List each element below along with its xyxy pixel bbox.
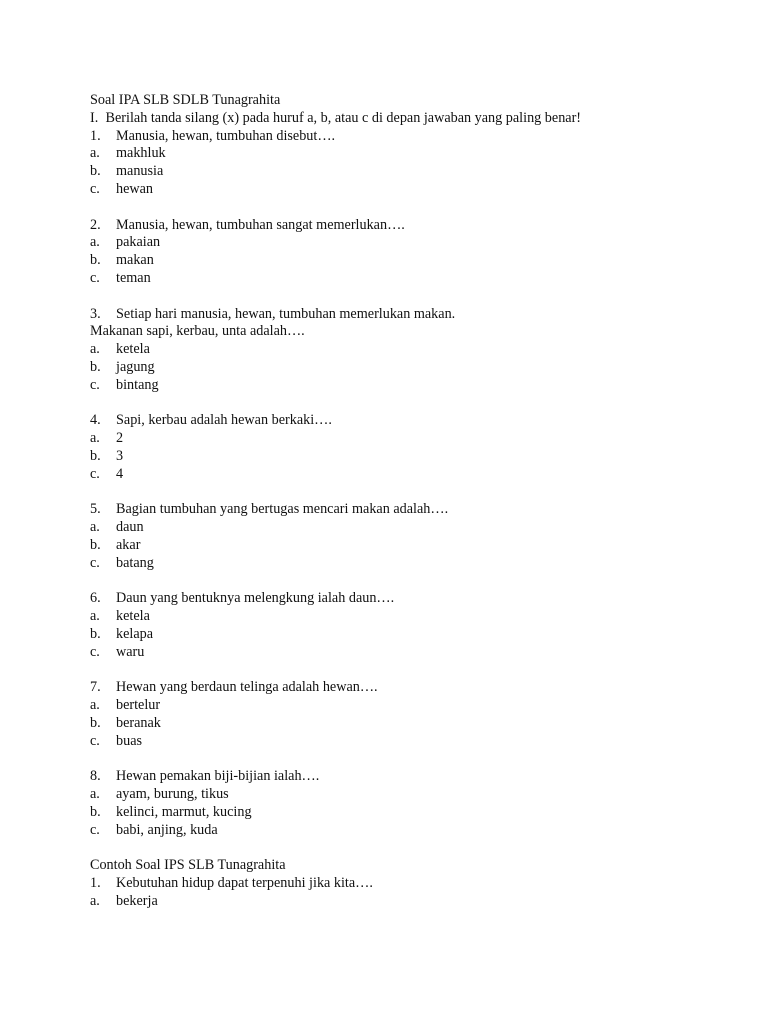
question-number: 3. (90, 305, 101, 322)
option-letter: b. (90, 252, 101, 269)
question-7 (90, 679, 730, 750)
option-letter: a. (90, 697, 100, 714)
option-text: babi, anjing, kuda (116, 821, 218, 838)
option-a (90, 608, 730, 626)
question-number: 5. (90, 501, 101, 518)
document-content (90, 92, 730, 911)
question-text: Daun yang bentuknya melengkung ialah daun…. (116, 590, 395, 607)
section2-question-1 (90, 875, 730, 911)
question-line-continued: Makanan sapi, kerbau, unta adalah…. (90, 323, 305, 340)
option-letter: c. (90, 180, 100, 197)
question-text: Manusia, hewan, tumbuhan sangat memerlukan…. (116, 216, 405, 233)
spacer (90, 288, 730, 306)
option-text: batang (116, 554, 154, 571)
question-line (90, 217, 730, 235)
option-text: bintang (116, 376, 159, 393)
option-c (90, 270, 730, 288)
question-5 (90, 501, 730, 572)
option-letter: a. (90, 892, 100, 909)
question-line (90, 501, 730, 519)
option-letter: b. (90, 803, 101, 820)
document-title: Soal IPA SLB SDLB Tunagrahita (90, 92, 281, 108)
question-text: Sapi, kerbau adalah hewan berkaki…. (116, 412, 332, 429)
option-letter: b. (90, 625, 101, 642)
option-text: hewan (116, 180, 154, 197)
question-number: 2. (90, 216, 101, 233)
option-text: ayam, burung, tikus (116, 786, 229, 803)
option-letter: c. (90, 732, 100, 749)
spacer (90, 839, 730, 857)
question-text: Bagian tumbuhan yang bertugas mencari makan adalah…. (116, 501, 449, 518)
question-line (90, 412, 730, 430)
option-c (90, 555, 730, 573)
question-text: Hewan yang berdaun telinga adalah hewan…. (116, 679, 378, 696)
option-a (90, 341, 730, 359)
question-2 (90, 217, 730, 288)
question-line (90, 768, 730, 786)
option-text: ketela (116, 341, 150, 358)
option-b (90, 804, 730, 822)
spacer (90, 395, 730, 413)
option-text: 3 (116, 447, 124, 464)
option-a (90, 519, 730, 537)
question-number: 1. (90, 127, 101, 144)
option-text: 2 (116, 430, 124, 447)
question-3 (90, 306, 730, 395)
option-b (90, 252, 730, 270)
option-a (90, 430, 730, 448)
question-8 (90, 768, 730, 839)
question-number: 6. (90, 590, 101, 607)
question-line (90, 679, 730, 697)
option-letter: b. (90, 358, 101, 375)
option-letter: a. (90, 145, 100, 162)
option-c (90, 377, 730, 395)
option-letter: c. (90, 465, 100, 482)
option-b (90, 537, 730, 555)
option-text: bekerja (116, 892, 158, 909)
spacer (90, 484, 730, 502)
option-b (90, 163, 730, 181)
option-text: ketela (116, 608, 150, 625)
option-c (90, 822, 730, 840)
instruction-line (90, 110, 730, 128)
question-line (90, 875, 730, 893)
option-b (90, 359, 730, 377)
option-text: jagung (116, 358, 155, 375)
question-line (90, 306, 730, 324)
option-letter: c. (90, 643, 100, 660)
option-letter: a. (90, 341, 100, 358)
option-letter: a. (90, 608, 100, 625)
option-a (90, 786, 730, 804)
question-number: 4. (90, 412, 101, 429)
option-text: daun (116, 519, 144, 536)
option-text: buas (116, 732, 143, 749)
option-c (90, 644, 730, 662)
option-text: makan (116, 252, 154, 269)
option-letter: b. (90, 163, 101, 180)
option-text: teman (116, 269, 151, 286)
option-text: pakaian (116, 234, 161, 251)
question-number: 7. (90, 679, 101, 696)
option-text: bertelur (116, 697, 161, 714)
option-letter: c. (90, 269, 100, 286)
question-1 (90, 128, 730, 199)
instruction-text: Berilah tanda silang (x) pada huruf a, b, atau c di depan jawaban yang paling benar! (105, 109, 582, 126)
option-c (90, 181, 730, 199)
question-line (90, 590, 730, 608)
option-b (90, 715, 730, 733)
option-a (90, 697, 730, 715)
option-c (90, 466, 730, 484)
spacer (90, 662, 730, 680)
question-number: 1. (90, 875, 101, 892)
option-a (90, 893, 730, 911)
option-letter: c. (90, 821, 100, 838)
spacer (90, 199, 730, 217)
option-letter: c. (90, 554, 100, 571)
question-text: Setiap hari manusia, hewan, tumbuhan memerlukan makan. (116, 305, 456, 322)
option-text: kelinci, marmut, kucing (116, 803, 252, 820)
question-text: Manusia, hewan, tumbuhan disebut…. (116, 127, 336, 144)
option-letter: b. (90, 536, 101, 553)
spacer (90, 573, 730, 591)
option-a (90, 145, 730, 163)
option-letter: a. (90, 234, 100, 251)
option-text: kelapa (116, 625, 154, 642)
option-text: makhluk (116, 145, 166, 162)
option-text: manusia (116, 163, 164, 180)
option-text: beranak (116, 714, 161, 731)
option-text: waru (116, 643, 145, 660)
option-letter: a. (90, 430, 100, 447)
option-text: akar (116, 536, 141, 553)
question-line (90, 128, 730, 146)
instruction-number: I. (90, 109, 99, 126)
option-a (90, 234, 730, 252)
option-c (90, 733, 730, 751)
question-number: 8. (90, 768, 101, 785)
question-4 (90, 412, 730, 483)
question-text: Hewan pemakan biji-bijian ialah…. (116, 768, 320, 785)
option-letter: b. (90, 447, 101, 464)
section2-title: Contoh Soal IPS SLB Tunagrahita (90, 857, 286, 874)
option-letter: b. (90, 714, 101, 731)
option-letter: a. (90, 786, 100, 803)
option-text: 4 (116, 465, 124, 482)
spacer (90, 750, 730, 768)
question-text: Kebutuhan hidup dapat terpenuhi jika kita…. (116, 875, 373, 892)
option-b (90, 448, 730, 466)
option-letter: c. (90, 376, 100, 393)
question-6 (90, 590, 730, 661)
option-letter: a. (90, 519, 100, 536)
option-b (90, 626, 730, 644)
